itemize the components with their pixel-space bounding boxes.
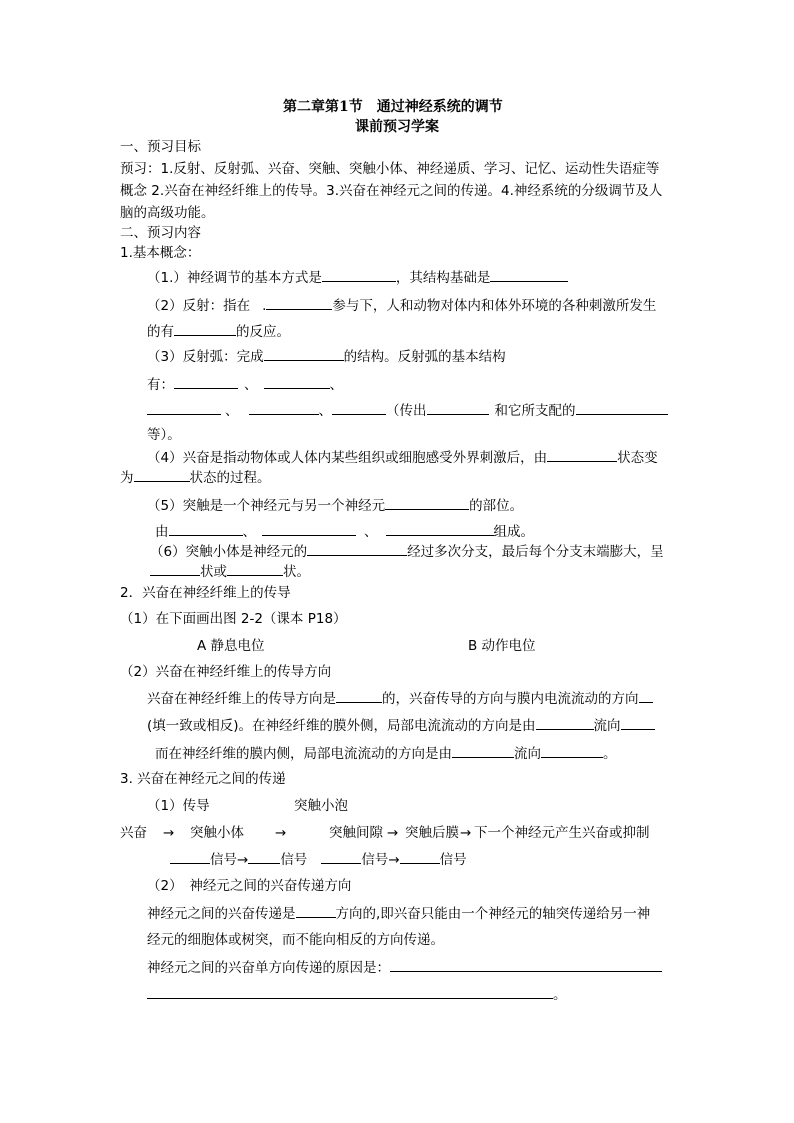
- arrow-icon: →: [387, 825, 399, 841]
- section-heading: 一、预习目标: [120, 139, 201, 155]
- arrow-icon: →: [163, 825, 175, 841]
- question-line: [147, 958, 662, 977]
- question-text: 状。: [283, 564, 310, 580]
- page-title: 第二章第1节 通过神经系统的调节: [283, 99, 503, 115]
- question-text: （2）反射：指在: [147, 298, 251, 314]
- blank-field[interactable]: [621, 716, 655, 730]
- arrow-icon: →: [388, 852, 400, 868]
- question-line: [147, 904, 650, 923]
- question-text: 为: [120, 470, 134, 486]
- question-line: [147, 448, 658, 467]
- question-text: （传出: [386, 403, 427, 419]
- question-text: 状态变: [617, 450, 658, 466]
- question-line: 等）。: [147, 427, 181, 443]
- question-text: .: [262, 298, 267, 314]
- blank-field[interactable]: [386, 522, 494, 536]
- question-text: （6）突触小体是神经元的: [150, 544, 308, 560]
- blank-field[interactable]: [134, 468, 190, 482]
- separator: 、: [242, 524, 256, 540]
- blank-field[interactable]: [150, 562, 200, 576]
- paragraph: 脑的高级功能。: [120, 205, 215, 221]
- figure-label-a: A 静息电位: [197, 638, 265, 654]
- signal-label: 信号: [210, 852, 237, 868]
- flow-start: 兴奋: [120, 825, 147, 841]
- signal-line: [170, 850, 467, 869]
- blank-field[interactable]: [169, 522, 243, 536]
- question-line: [147, 496, 523, 515]
- question-line: [147, 375, 343, 394]
- question-text: 。: [603, 746, 617, 762]
- page-subtitle: 课前预习学案: [355, 119, 439, 135]
- question-text: 经过多次分支，最后每个分支末端膨大，呈: [407, 544, 664, 560]
- paragraph: （1）传导: [147, 798, 210, 814]
- question-line: [120, 468, 271, 487]
- paragraph: 经元的细胞体或树突，而不能向相反的方向传递。: [147, 932, 444, 948]
- question-text: 参与下，人和动物对体内和体外环境的各种刺激所发生: [332, 298, 657, 314]
- question-text: 状态的过程。: [189, 470, 271, 486]
- separator: 、: [318, 403, 332, 419]
- separator: 、: [329, 377, 343, 393]
- question-text: ，其结构基础是: [395, 270, 491, 286]
- question-text: 有：: [147, 377, 174, 393]
- blank-field[interactable]: [249, 401, 319, 415]
- blank-field[interactable]: [307, 542, 407, 556]
- blank-field[interactable]: [264, 375, 330, 389]
- question-text: （4）兴奋是指动物体或人体内某些组织或细胞感受外界刺激后，由: [147, 450, 548, 466]
- blank-field[interactable]: [147, 985, 553, 999]
- signal-label: 信号: [280, 852, 308, 868]
- blank-field[interactable]: [227, 562, 283, 576]
- question-text: (填一致或相反)。在神经纤维的膜外侧，局部电流流动的方向是由: [147, 718, 536, 734]
- blank-field[interactable]: [332, 401, 386, 415]
- paragraph: 突触小泡: [294, 798, 348, 814]
- blank-field[interactable]: [385, 496, 469, 510]
- blank-field[interactable]: [248, 850, 280, 864]
- arrow-icon: →: [237, 852, 249, 868]
- paragraph: 预习：1.反射、反射弧、兴奋、突触、突触小体、神经递质、学习、记忆、运动性失语症等: [120, 161, 660, 177]
- blank-field[interactable]: [639, 689, 653, 703]
- blank-field[interactable]: [264, 347, 344, 361]
- question-line: [147, 296, 656, 315]
- blank-field[interactable]: [174, 375, 238, 389]
- blank-gap: [250, 297, 262, 310]
- question-text: 由: [155, 524, 169, 540]
- question-line: [147, 401, 668, 420]
- blank-field[interactable]: [427, 401, 489, 415]
- question-line: [147, 716, 655, 735]
- blank-field[interactable]: [390, 958, 662, 972]
- question-text: 状或: [200, 564, 227, 580]
- question-text: （5）突触是一个神经元与另一个神经元: [147, 498, 386, 514]
- question-text: 组成。: [493, 524, 534, 540]
- question-text: 的，兴奋传导的方向与膜内电流流动的方向: [382, 691, 639, 707]
- question-line: [150, 562, 310, 581]
- blank-field[interactable]: [336, 689, 382, 703]
- arrow-icon: →: [275, 825, 287, 841]
- subsection-heading: 2．兴奋在神经纤维上的传导: [120, 585, 291, 601]
- question-text: 。: [553, 987, 567, 1003]
- blank-field[interactable]: [400, 850, 440, 864]
- blank-field[interactable]: [266, 296, 332, 310]
- question-text: 的有: [147, 324, 174, 340]
- question-text: 和它所支配的: [494, 403, 576, 419]
- paragraph: （2）兴奋在神经纤维上的传导方向: [120, 664, 332, 680]
- question-line: [147, 268, 568, 287]
- signal-label: 信号: [439, 852, 467, 868]
- flow-step: 下一个神经元产生兴奋或抑制: [474, 825, 650, 841]
- question-line: [155, 744, 617, 763]
- question-line: [150, 542, 664, 561]
- paragraph: （2） 神经元之间的兴奋传递方向: [147, 878, 352, 894]
- blank-field[interactable]: [547, 448, 617, 462]
- question-line: [147, 689, 653, 708]
- blank-field[interactable]: [576, 401, 668, 415]
- blank-field[interactable]: [262, 522, 356, 536]
- question-line: [147, 985, 567, 1004]
- flow-step: 突触后膜: [405, 825, 459, 841]
- question-line: [147, 347, 506, 366]
- figure-label-b: B 动作电位: [468, 638, 536, 654]
- subsection-heading: 3. 兴奋在神经元之间的传递: [120, 771, 286, 787]
- question-text: 的反应。: [236, 324, 290, 340]
- blank-field[interactable]: [296, 904, 336, 918]
- blank-field[interactable]: [147, 401, 221, 415]
- blank-field[interactable]: [536, 716, 594, 730]
- question-text: （1.）神经调节的基本方式是: [147, 270, 322, 286]
- separator: 、: [364, 524, 378, 540]
- question-text: 而在神经纤维的膜内侧，局部电流流动的方向是由: [155, 746, 452, 762]
- question-text: 神经元之间的兴奋单方向传递的原因是：: [147, 960, 390, 976]
- question-text: 兴奋在神经纤维上的传导方向是: [147, 691, 336, 707]
- question-text: 的部位。: [469, 498, 524, 514]
- question-text: 流向: [593, 718, 621, 734]
- signal-label: 信号: [361, 852, 389, 868]
- blank-field[interactable]: [452, 744, 514, 758]
- blank-field[interactable]: [322, 268, 396, 282]
- arrow-icon: →: [460, 825, 472, 841]
- question-text: 神经元之间的兴奋传递是: [147, 906, 296, 922]
- blank-field[interactable]: [170, 850, 210, 864]
- blank-field[interactable]: [541, 744, 603, 758]
- flow-step: 突触小体: [190, 825, 244, 841]
- question-text: 流向: [514, 746, 541, 762]
- blank-field[interactable]: [490, 268, 568, 282]
- subsection-heading: 1.基本概念：: [120, 245, 201, 261]
- separator: 、: [244, 377, 258, 393]
- question-text: 的结构。反射弧的基本结构: [343, 349, 506, 365]
- question-text: （3）反射弧：完成: [147, 349, 264, 365]
- blank-field[interactable]: [321, 850, 361, 864]
- section-heading: 二、预习内容: [120, 225, 201, 241]
- flow-step: 突触间隙: [329, 825, 383, 841]
- question-line: [147, 322, 290, 341]
- question-line: [155, 522, 534, 541]
- blank-field[interactable]: [174, 322, 236, 336]
- paragraph: 概念 2.兴奋在神经纤维上的传导。3.兴奋在神经元之间的传递。4.神经系统的分级调节及人: [120, 183, 663, 199]
- question-text: 方向的,即兴奋只能由一个神经元的轴突传递给另一神: [335, 906, 651, 922]
- separator: 、: [225, 403, 239, 419]
- paragraph: （1）在下面画出图 2-2（课本 P18）: [120, 611, 347, 627]
